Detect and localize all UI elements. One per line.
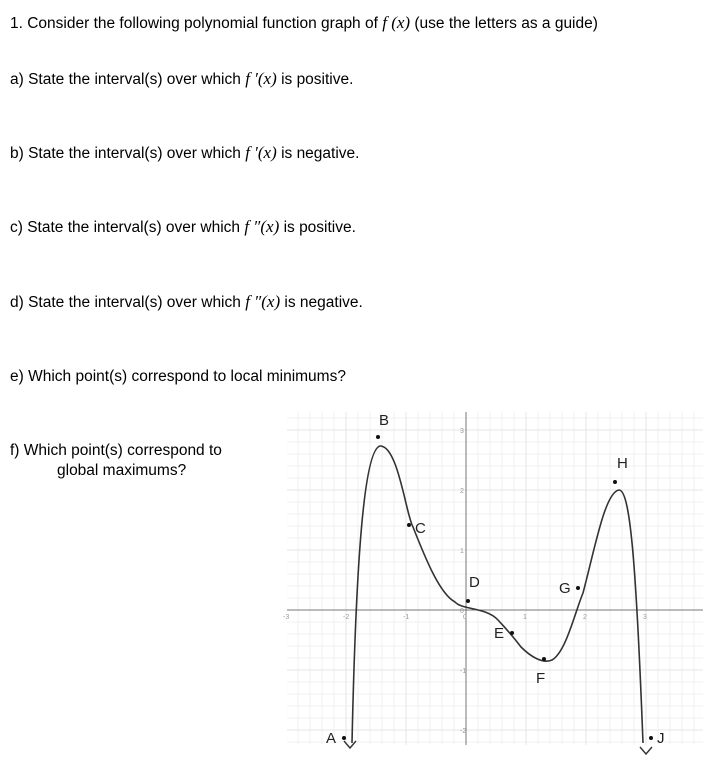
point-f-label: F <box>536 670 546 687</box>
y-tick-label: 1 <box>460 548 464 555</box>
part-b: b) State the interval(s) over which f ′(x) is negative. <box>10 143 360 162</box>
point-d-label: D <box>469 574 480 591</box>
point-h-dot <box>613 480 617 484</box>
part-e: e) Which point(s) correspond to local minimums? <box>10 368 346 385</box>
y-tick-labels <box>460 428 466 735</box>
y-tick-label: 0 <box>460 608 464 615</box>
part-c: c) State the interval(s) over which f ″(x) is positive. <box>10 217 356 236</box>
point-h-label: H <box>617 455 628 472</box>
x-tick-label: 2 <box>583 614 587 621</box>
polynomial-curve <box>352 446 643 743</box>
arrow-right-icon <box>640 747 652 754</box>
part-a: a) State the interval(s) over which f ′(x) is positive. <box>10 69 354 88</box>
point-e-dot <box>510 631 514 635</box>
part-f: f) Which point(s) correspond to global maximums? <box>10 442 222 479</box>
x-tick-label: -1 <box>403 614 410 621</box>
point-j-dot <box>649 736 653 740</box>
x-tick-label: -3 <box>283 614 290 621</box>
point-a-label: A <box>326 730 337 747</box>
point-b-dot <box>376 435 380 439</box>
point-d-dot <box>466 599 470 603</box>
x-tick-label: 0 <box>463 614 467 621</box>
x-tick-label: 3 <box>643 614 647 621</box>
y-tick-label: -1 <box>460 668 467 675</box>
point-f-dot <box>542 657 546 661</box>
point-a-dot <box>342 736 346 740</box>
point-c-dot <box>407 523 411 527</box>
point-j-label: J <box>657 730 665 747</box>
part-d: d) State the interval(s) over which f ″(x) is negative. <box>10 292 363 311</box>
y-tick-label: 3 <box>460 428 464 435</box>
point-b-label: B <box>379 412 390 429</box>
point-e-label: E <box>494 625 505 642</box>
y-tick-label: -2 <box>460 728 467 735</box>
x-tick-label: -2 <box>343 614 350 621</box>
point-g-label: G <box>559 580 571 597</box>
point-c-label: C <box>415 520 426 537</box>
y-tick-label: 2 <box>460 488 464 495</box>
x-tick-label: 1 <box>523 614 527 621</box>
point-g-dot <box>576 586 580 590</box>
question-title: 1. Consider the following polynomial function graph of f (x) (use the letters as a guide) <box>10 13 598 32</box>
